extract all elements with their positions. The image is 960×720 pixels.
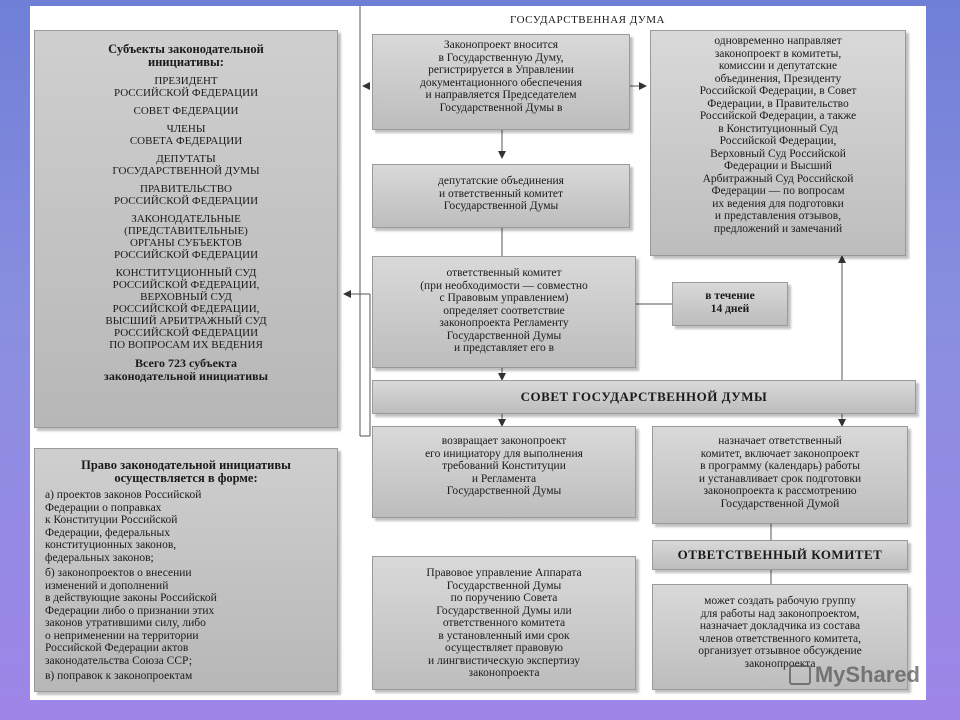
legal-box: Правовое управление Аппарата Государственной Думы по поручению Совета Государственной Думы или ответственного комитета в установленный ими срок осуществляет правовую и лингвистическую экспертизу законопроекта (372, 556, 636, 690)
council-bar: СОВЕТ ГОСУДАРСТВЕННОЙ ДУМЫ (372, 380, 916, 414)
subject-item: ДЕПУТАТЫ ГОСУДАРСТВЕННОЙ ДУМЫ (112, 153, 260, 177)
subjects-panel (34, 30, 338, 428)
resp-committee-bar: ОТВЕТСТВЕННЫЙ КОМИТЕТ (652, 540, 908, 570)
returns-box: возвращает законопроект его инициатору для выполнения требований Конституции и Регламента Государственной Думы (372, 426, 636, 518)
watermark-text: MyShared (814, 662, 920, 687)
diagram-slide (30, 6, 926, 700)
appoints-box: назначает ответственный комитет, включает законопроект в программу (календарь) работы и устанавливает срок подготовки законопроекта к рассмотрению Государственной Думой (652, 426, 908, 524)
watermark-icon (789, 665, 811, 685)
subject-item: ЧЛЕНЫ СОВЕТА ФЕДЕРАЦИИ (129, 123, 243, 147)
watermark-logo (789, 662, 920, 688)
simultaneous-box: одновременно направляет законопроект в комитеты, комиссии и депутатские объединения, Президенту Российской Федерации, в Совет Федерации, в Правительство Российской Федерации, а также в Конституционный Суд Российской Федерации, Верховный Суд Российской Федерации и Высший Арбитражный Суд Российской Федерации — по вопросам их ведения для подготовки и представления отзывов, предложений и замечаний (650, 30, 906, 256)
form-item: в) поправок к законопроектам (45, 670, 193, 682)
submit-box: Законопроект вносится в Государственную Думу, регистрируется в Управлении документационного обеспечения и направляется Председателем Государственной Думы в (372, 34, 630, 130)
form-item: а) проектов законов Российской Федерации о поправках к Конституции Российской Федерации, федеральных конституционных законов, федеральных законов; (45, 489, 202, 564)
form-item: б) законопроектов о внесении изменений и дополнений в действующие законы Российской Федерации либо о признании этих законов утратившими силу, либо о неприменении на территории Российской Федерации актов законодательства Союза ССР; (45, 567, 217, 667)
committee-box: ответственный комитет (при необходимости — совместно с Правовым управлением) определяет соответствие законопроекта Регламенту Государственной Думы и представляет его в (372, 256, 636, 368)
subject-item: СОВЕТ ФЕДЕРАЦИИ (133, 105, 239, 117)
subject-item: ПРЕЗИДЕНТ РОССИЙСКОЙ ФЕДЕРАЦИИ (113, 75, 259, 99)
subject-item: КОНСТИТУЦИОННЫЙ СУД РОССИЙСКОЙ ФЕДЕРАЦИИ, ВЕРХОВНЫЙ СУД РОССИЙСКОЙ ФЕДЕРАЦИИ, ВЫСШИЙ АРБИТРАЖНЫЙ СУД РОССИЙСКОЙ ФЕДЕРАЦИИ ПО ВОПРОСАМ ИХ ВЕДЕНИЯ (105, 267, 267, 351)
workgroup-box: может создать рабочую группу для работы над законопроектом, назначает докладчика из состава членов ответственного комитета, организует отзывное обсуждение законопроекта (652, 584, 908, 690)
period-box: в течение 14 дней (672, 282, 788, 326)
header-title: ГОСУДАРСТВЕННАЯ ДУМА (510, 14, 665, 26)
subject-item: ЗАКОНОДАТЕЛЬНЫЕ (ПРЕДСТАВИТЕЛЬНЫЕ) ОРГАНЫ СУБЪЕКТОВ РОССИЙСКОЙ ФЕДЕРАЦИИ (113, 213, 259, 261)
subject-item: ПРАВИТЕЛЬСТВО РОССИЙСКОЙ ФЕДЕРАЦИИ (113, 183, 259, 207)
subjects-title: Субъекты законодательной инициативы: (108, 42, 264, 69)
forms-panel (34, 448, 338, 692)
forms-title: Право законодательной инициативы осуществляется в форме: (81, 458, 291, 485)
deputies-box: депутатские объединения и ответственный комитет Государственной Думы (372, 164, 630, 228)
subjects-total: Всего 723 субъекта законодательной инициативы (104, 356, 268, 383)
